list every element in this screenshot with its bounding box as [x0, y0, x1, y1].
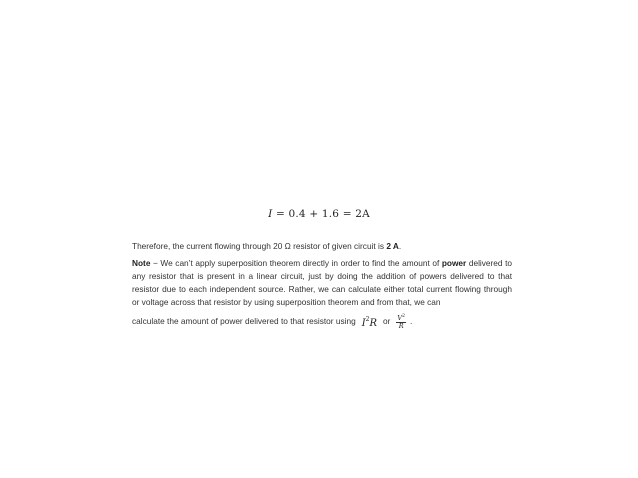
result-prefix: Therefore, the current flowing through 20 Ω resistor of given circuit is: [132, 241, 387, 251]
equation-rhs: = 0.4 + 1.6 = 2A: [275, 208, 370, 220]
text-body: [132, 240, 512, 330]
power-formula-line: [132, 313, 512, 330]
note-text-1: − We can’t apply superposition theorem directly in order to find the amount of: [150, 258, 442, 268]
formula-1-tail: R: [369, 318, 377, 329]
formula-v-squared-over-r: [396, 313, 406, 330]
sentence-end: .: [409, 316, 413, 326]
formula-2-num-exp: 2: [402, 314, 405, 319]
note-paragraph: [132, 257, 512, 309]
formula-2-num: V: [397, 314, 403, 322]
note-text-2: delivered to any resistor that is present in a linear circuit, just by doing the addition of powers delivered to that resistor due to each independent source. Rather, we can calculate either total current flowing through or voltage across that resistor by using superposition theorem and from that, we can: [132, 258, 512, 307]
result-value: 2 A: [386, 241, 399, 251]
current-equation: [0, 208, 638, 220]
fraction-denominator: R: [398, 322, 404, 330]
result-paragraph: [132, 240, 512, 253]
formula-i-squared-r: [362, 313, 377, 330]
note-power-word: power: [441, 258, 467, 268]
formula-1-base: I: [361, 318, 366, 329]
equation-lhs: I: [268, 208, 273, 220]
or-word: or: [383, 316, 391, 326]
formula-1-exp: 2: [365, 316, 370, 323]
result-suffix: .: [398, 241, 402, 251]
note-label: Note: [132, 258, 151, 268]
power-formula-text: calculate the amount of power delivered to that resistor using: [132, 316, 356, 326]
